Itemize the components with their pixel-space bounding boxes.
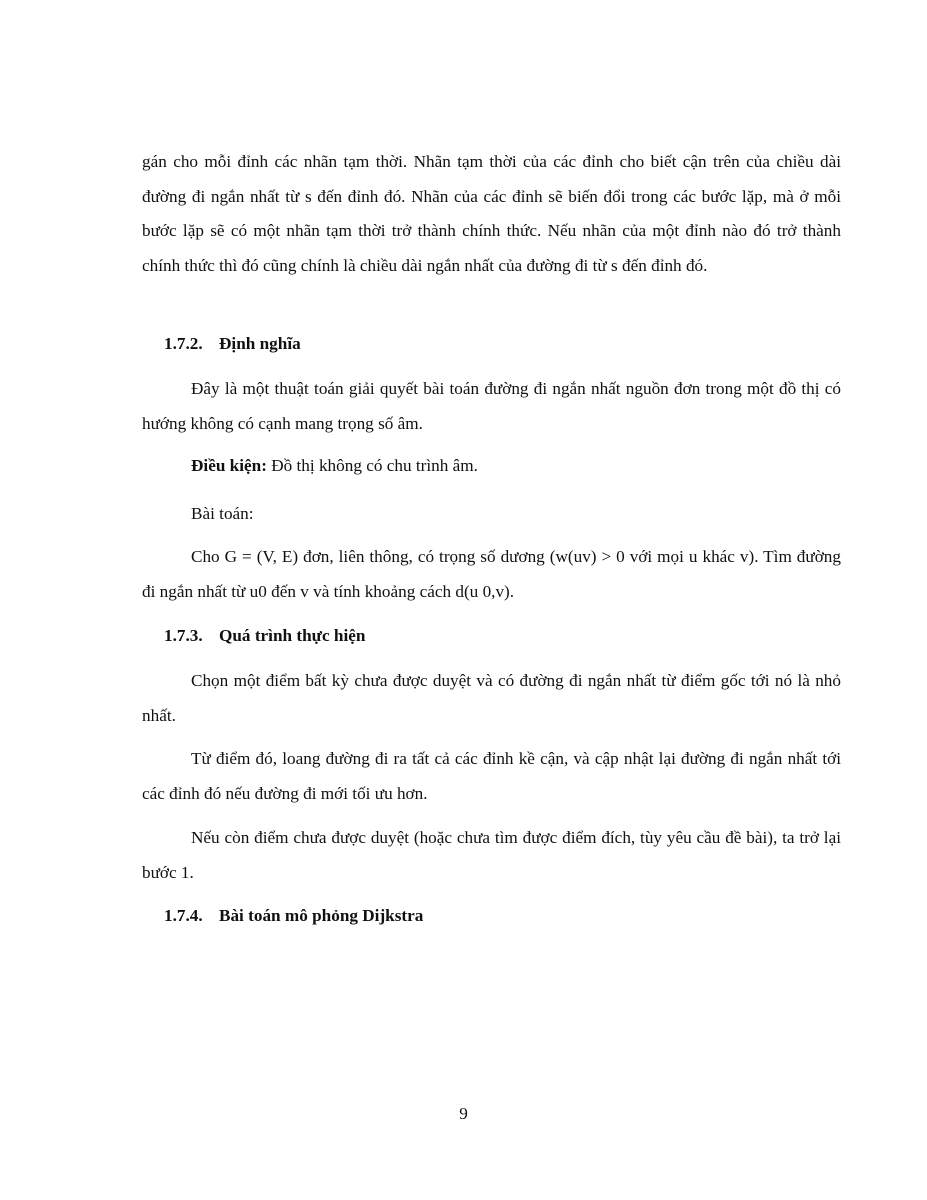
- definition-paragraph: Đây là một thuật toán giải quyết bài toán đường đi ngắn nhất nguồn đơn trong một đồ thị có hướng không có cạnh mang trọng số âm.: [142, 379, 841, 433]
- section-title: Định nghĩa: [219, 334, 301, 353]
- page-number: 9: [459, 1104, 468, 1123]
- problem-paragraph: Cho G = (V, E) đơn, liên thông, có trọng số dương (w(uv) > 0 với mọi u khác v). Tìm đường đi ngắn nhất từ u0 đến v và tính khoảng cách d(u 0,v).: [142, 547, 841, 601]
- section-title: Bài toán mô phỏng Dijkstra: [219, 906, 424, 925]
- problem-label: Bài toán:: [191, 504, 254, 523]
- intro-paragraph: gán cho mỗi đỉnh các nhãn tạm thời. Nhãn tạm thời của các đỉnh cho biết cận trên của chiều dài đường đi ngắn nhất từ s đến đỉnh đó. Nhãn của các đỉnh sẽ biến đổi trong các bước lặp, mà ở mỗi bước lặp sẽ có một nhãn tạm thời trở thành chính thức. Nếu nhãn của một đỉnh nào đó trở thành chính thức thì đó cũng chính là chiều dài ngắn nhất của đường đi từ s đến đỉnh đó.: [142, 152, 841, 276]
- section-number: 1.7.4.: [164, 906, 203, 925]
- section-heading-simulation: [164, 904, 423, 928]
- section-heading-process: [164, 624, 365, 648]
- section-number: 1.7.2.: [164, 334, 203, 353]
- process-step-2: Từ điểm đó, loang đường đi ra tất cả các đỉnh kề cận, và cập nhật lại đường đi ngắn nhất tới các đỉnh đó nếu đường đi mới tối ưu hơn.: [142, 749, 841, 803]
- process-step-1: Chọn một điểm bất kỳ chưa được duyệt và có đường đi ngắn nhất từ điểm gốc tới nó là nhỏ nhất.: [142, 671, 841, 725]
- condition-paragraph: [142, 449, 841, 484]
- process-step-3: Nếu còn điểm chưa được duyệt (hoặc chưa tìm được điểm đích, tùy yêu cầu đề bài), ta trở lại bước 1.: [142, 828, 841, 882]
- section-heading-definition: [164, 332, 301, 356]
- section-title: Quá trình thực hiện: [219, 626, 366, 645]
- section-number: 1.7.3.: [164, 626, 203, 645]
- condition-text: Đồ thị không có chu trình âm.: [266, 456, 478, 475]
- condition-label: Điều kiện:: [191, 456, 267, 475]
